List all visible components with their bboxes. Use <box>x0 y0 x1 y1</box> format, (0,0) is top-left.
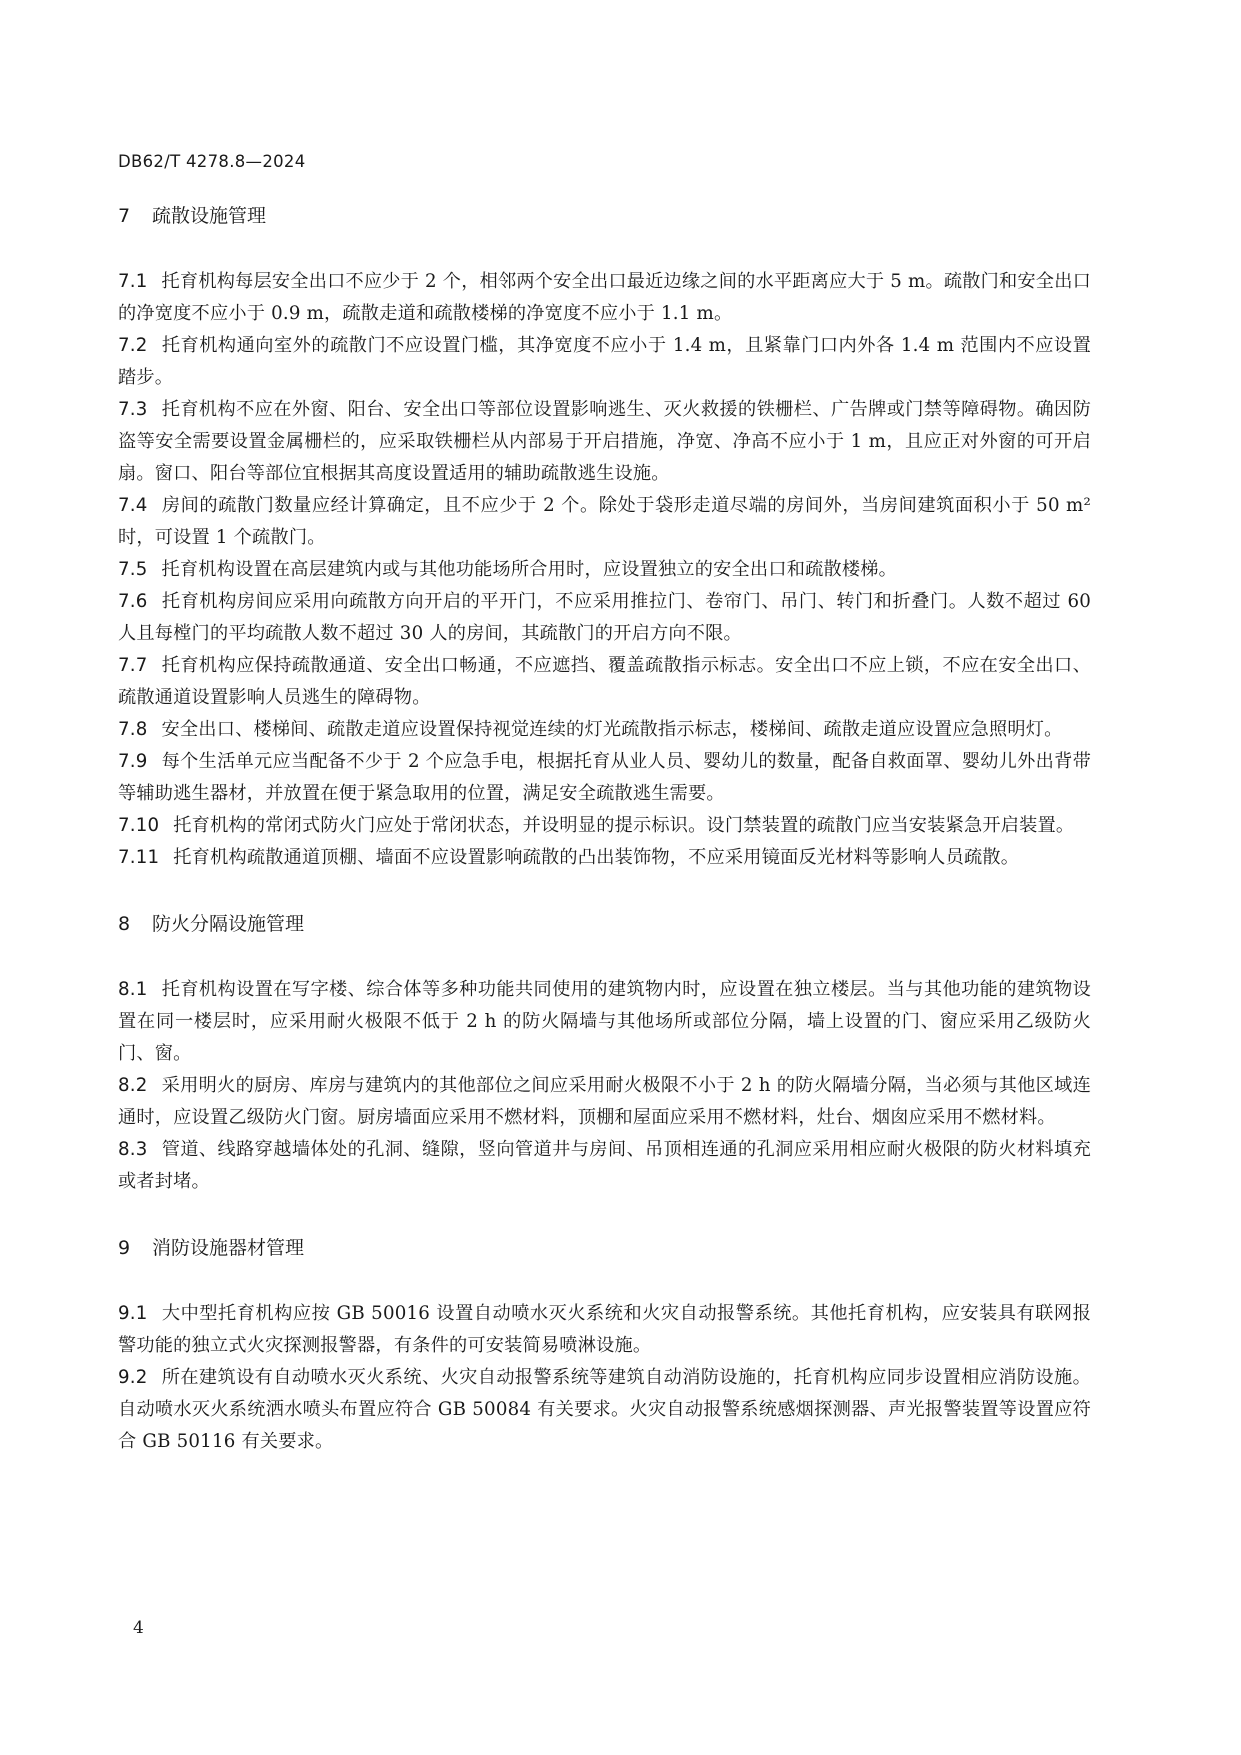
clause <box>118 1134 1091 1198</box>
clause-text: 大中型托育机构应按 GB 50016 设置自动喷水灭火系统和火灾自动报警系统。其他托育机构，应安装具有联网报警功能的独立式火灾探测报警器，有条件的可安装简易喷淋设施。 <box>118 1303 1091 1356</box>
clause-number: 9.2 <box>118 1367 148 1388</box>
clause-number: 7.5 <box>118 559 148 580</box>
section-7 <box>118 200 1091 874</box>
clause-text: 安全出口、楼梯间、疏散走道应设置保持视觉连续的灯光疏散指示标志，楼梯间、疏散走道应设置应急照明灯。 <box>161 719 1063 740</box>
section-title: 消防设施器材管理 <box>152 1237 305 1259</box>
clause-text: 托育机构应保持疏散通道、安全出口畅通，不应遮挡、覆盖疏散指示标志。安全出口不应上锁，不应在安全出口、疏散通道设置影响人员逃生的障碍物。 <box>118 655 1091 708</box>
page-number: 4 <box>133 1618 144 1638</box>
clause-text: 所在建筑设有自动喷水灭火系统、火灾自动报警系统等建筑自动消防设施的，托育机构应同步设置相应消防设施。自动喷水灭火系统洒水喷头布置应符合 GB 50084 有关要求。火灾自动报警系统感烟探测器、声光报警装置等设置应符合 GB 50116 有关要求。 <box>118 1367 1091 1452</box>
clause <box>118 810 1091 842</box>
clause <box>118 842 1091 874</box>
clause-text: 托育机构的常闭式防火门应处于常闭状态，并设明显的提示标识。设门禁装置的疏散门应当安装紧急开启装置。 <box>173 815 1075 836</box>
document-body <box>118 200 1091 1458</box>
clause <box>118 1362 1091 1458</box>
clause-number: 7.1 <box>118 271 148 292</box>
clause <box>118 974 1091 1070</box>
clause <box>118 746 1091 810</box>
clause-number: 7.2 <box>118 335 148 356</box>
clause-number: 7.8 <box>118 719 148 740</box>
clause-number: 7.10 <box>118 815 160 836</box>
clause-text: 采用明火的厨房、库房与建筑内的其他部位之间应采用耐火极限不小于 2 h 的防火隔墙分隔，当必须与其他区域连通时，应设置乙级防火门窗。厨房墙面应采用不燃材料，顶棚和屋面应采用不燃材料，灶台、烟囱应采用不燃材料。 <box>118 1075 1091 1128</box>
section-heading <box>118 908 1091 940</box>
clause <box>118 1298 1091 1362</box>
clause-number: 7.4 <box>118 495 148 516</box>
clause <box>118 650 1091 714</box>
section-title: 疏散设施管理 <box>152 205 267 227</box>
clause <box>118 1070 1091 1134</box>
clause-number: 9.1 <box>118 1303 148 1324</box>
clause-text: 托育机构房间应采用向疏散方向开启的平开门，不应采用推拉门、卷帘门、吊门、转门和折叠门。人数不超过 60 人且每樘门的平均疏散人数不超过 30 人的房间，其疏散门的开启方向不限。 <box>118 591 1091 644</box>
clause-number: 7.6 <box>118 591 148 612</box>
clause-text: 管道、线路穿越墙体处的孔洞、缝隙，竖向管道井与房间、吊顶相连通的孔洞应采用相应耐火极限的防火材料填充或者封堵。 <box>118 1139 1091 1192</box>
clause-text: 托育机构设置在写字楼、综合体等多种功能共同使用的建筑物内时，应设置在独立楼层。当与其他功能的建筑物设置在同一楼层时，应采用耐火极限不低于 2 h 的防火隔墙与其他场所或部位分隔，墙上设置的门、窗应采用乙级防火门、窗。 <box>118 979 1091 1064</box>
section-title: 防火分隔设施管理 <box>152 913 305 935</box>
section-number: 7 <box>118 205 131 227</box>
section-heading <box>118 1232 1091 1264</box>
clause-text: 每个生活单元应当配备不少于 2 个应急手电，根据托育从业人员、婴幼儿的数量，配备自救面罩、婴幼儿外出背带等辅助逃生器材，并放置在便于紧急取用的位置，满足安全疏散逃生需要。 <box>118 751 1091 804</box>
clause <box>118 586 1091 650</box>
clause <box>118 714 1091 746</box>
section-number: 8 <box>118 913 131 935</box>
clause-number: 8.2 <box>118 1075 148 1096</box>
section-8 <box>118 908 1091 1198</box>
clause <box>118 554 1091 586</box>
clause-number: 8.1 <box>118 979 148 1000</box>
clause-text: 托育机构设置在高层建筑内或与其他功能场所合用时，应设置独立的安全出口和疏散楼梯。 <box>161 559 898 580</box>
clause-number: 7.9 <box>118 751 148 772</box>
clause-number: 7.7 <box>118 655 148 676</box>
clause-text: 托育机构不应在外窗、阳台、安全出口等部位设置影响逃生、灭火救援的铁栅栏、广告牌或门禁等障碍物。确因防盗等安全需要设置金属栅栏的，应采取铁栅栏从内部易于开启措施，净宽、净高不应小于 1 m，且应正对外窗的可开启扇。窗口、阳台等部位宜根据其高度设置适用的辅助疏散逃生设施。 <box>118 399 1091 484</box>
clause <box>118 490 1091 554</box>
clause-text: 托育机构疏散通道顶棚、墙面不应设置影响疏散的凸出装饰物，不应采用镜面反光材料等影响人员疏散。 <box>173 847 1020 868</box>
section-number: 9 <box>118 1237 131 1259</box>
clause <box>118 330 1091 394</box>
clause <box>118 394 1091 490</box>
clause-number: 7.3 <box>118 399 148 420</box>
clause-text: 房间的疏散门数量应经计算确定，且不应少于 2 个。除处于袋形走道尽端的房间外，当房间建筑面积小于 50 m² 时，可设置 1 个疏散门。 <box>118 495 1091 548</box>
section-9 <box>118 1232 1091 1458</box>
section-heading <box>118 200 1091 232</box>
clause <box>118 266 1091 330</box>
clause-text: 托育机构每层安全出口不应少于 2 个，相邻两个安全出口最近边缘之间的水平距离应大于 5 m。疏散门和安全出口的净宽度不应小于 0.9 m，疏散走道和疏散楼梯的净宽度不应小于 1.1 m。 <box>118 271 1091 324</box>
clause-text: 托育机构通向室外的疏散门不应设置门槛，其净宽度不应小于 1.4 m，且紧靠门口内外各 1.4 m 范围内不应设置踏步。 <box>118 335 1091 388</box>
clause-number: 7.11 <box>118 847 160 868</box>
clause-number: 8.3 <box>118 1139 148 1160</box>
document-header: DB62/T 4278.8—2024 <box>118 152 306 171</box>
